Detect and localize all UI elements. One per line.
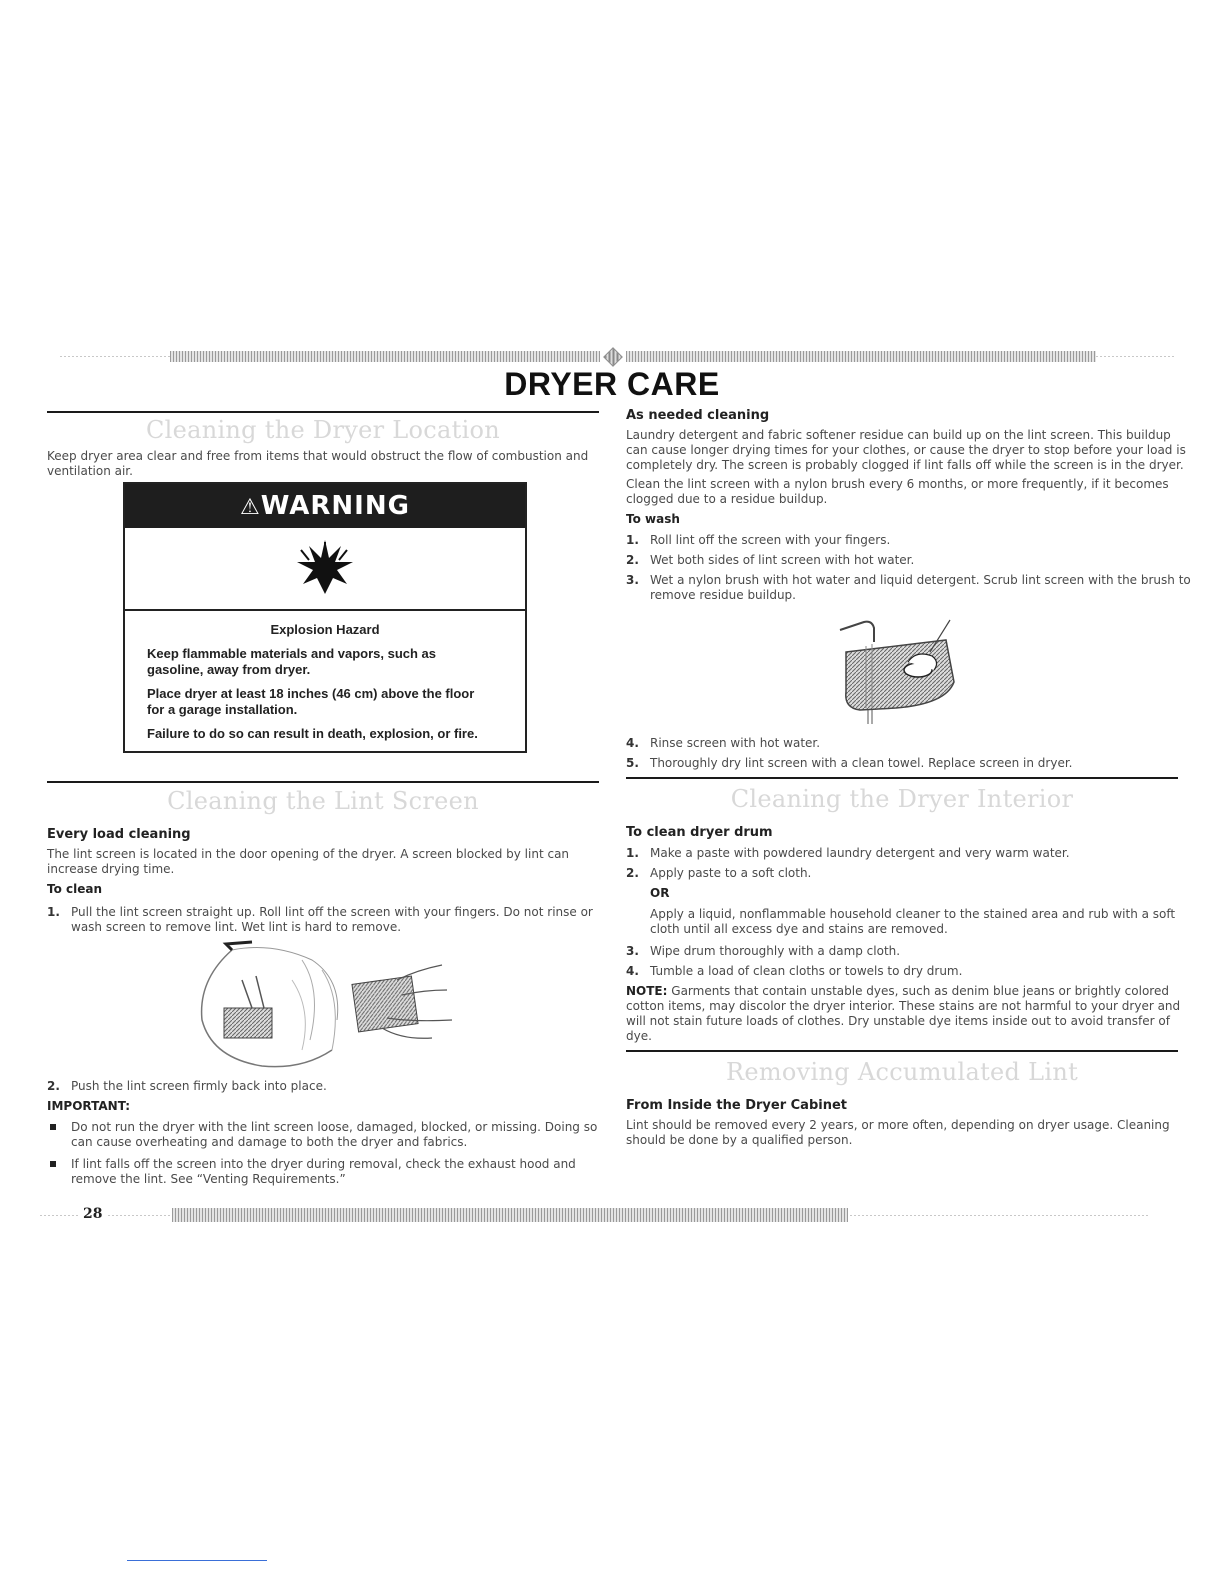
wash-step-1-num: 1. [626,533,639,547]
note-first: Garments that contain unstable dyes, such as denim blue jeans or brightly colored [671,984,1169,998]
warning-line-1b: gasoline, away from dryer. [147,662,311,677]
warning-divider [125,609,525,611]
wash-step-1: Roll lint off the screen with your fingers. [650,533,891,547]
wash-step-2-num: 2. [626,553,639,567]
warning-hazard-title: Explosion Hazard [270,622,380,637]
header-fade-right [1096,356,1176,357]
subhead-every-load: Every load cleaning [47,827,191,842]
location-intro-line-1: Keep dryer area clear and free from items that would obstruct the flow of combustion and [47,449,589,463]
subhead-to-wash: To wash [626,512,680,526]
drum-step-3: Wipe drum thoroughly with a damp cloth. [650,944,901,958]
drum-step-4-num: 4. [626,964,639,978]
lint-step-1-line-2: wash screen to remove lint. Wet lint is hard to remove. [71,920,402,934]
lint-step-2: Push the lint screen firmly back into place. [71,1079,327,1093]
subhead-cabinet: From Inside the Dryer Cabinet [626,1098,847,1113]
bottom-link-underline [127,1560,267,1561]
footer-fade-left [40,1215,80,1216]
wash-step-4: Rinse screen with hot water. [650,736,821,750]
lint-step-2-num: 2. [47,1079,60,1093]
every-load-line-1: The lint screen is located in the door opening of the dryer. A screen blocked by lint can [47,847,570,861]
note-line-3: will not stain future loads of clothes. Dry unstable dye items inside out to avoid transfer of [626,1014,1170,1028]
heading-dryer-interior: Cleaning the Dryer Interior [730,785,1074,813]
header-bar-left [170,351,600,362]
header-bar-right [626,351,1096,362]
rule-interior [626,777,1178,779]
as-needed-p2-line-2: clogged due to a residue buildup. [626,492,828,506]
lint-screen-removal-illustration [192,940,462,1070]
drum-step-2-num: 2. [626,866,639,880]
header-diamond-icon [603,347,623,367]
wash-step-3-line-1: Wet a nylon brush with hot water and liquid detergent. Scrub lint screen with the brush to [650,573,1191,587]
important-bullet-2-line-1: If lint falls off the screen into the dryer during removal, check the exhaust hood and [71,1157,576,1171]
subhead-important: IMPORTANT: [47,1099,131,1113]
page-title: DRYER CARE [504,366,720,402]
wash-step-2: Wet both sides of lint screen with hot water. [650,553,915,567]
as-needed-p1-line-3: completely dry. The screen is probably clogged if lint falls off while the screen is in the dryer. [626,458,1184,472]
warning-triangle-icon: ⚠ [240,495,261,520]
heading-dryer-location: Cleaning the Dryer Location [145,416,501,444]
lint-step-1-line-1: Pull the lint screen straight up. Roll lint off the screen with your fingers. Do not rinse or [71,905,593,919]
every-load-line-2: increase drying time. [47,862,175,876]
rule-accumulated [626,1050,1178,1052]
drum-step-3-num: 3. [626,944,639,958]
wash-step-4-num: 4. [626,736,639,750]
wash-step-3-num: 3. [626,573,639,587]
as-needed-p1-line-2: can cause longer drying times for your clothes, or cause the dryer to stop before your load is [626,443,1186,457]
warning-line-1a: Keep flammable materials and vapors, such as [147,646,437,661]
drum-or-line-1: Apply a liquid, nonflammable household cleaner to the stained area and rub with a soft [650,907,1176,921]
warning-header [125,484,525,528]
subhead-as-needed: As needed cleaning [626,408,770,423]
warning-line-3: Failure to do so can result in death, explosion, or fire. [147,726,478,741]
note-line-4: dye. [626,1029,652,1043]
bullet-1-icon [50,1124,56,1130]
subhead-clean-drum: To clean dryer drum [626,825,773,840]
warning-box [123,482,527,753]
drum-or-line-2: cloth until all excess dye and stains are removed. [650,922,948,936]
important-bullet-2-line-2: remove the lint. See “Venting Requirements.” [71,1172,346,1186]
heading-accumulated-lint: Removing Accumulated Lint [725,1058,1079,1086]
note-line-2: cotton items, may discolor the dryer interior. These stains are not harmful to your dryer and [626,999,1181,1013]
note-label: NOTE: [626,984,668,998]
bullet-2-icon [50,1161,56,1167]
lint-screen-brushing-illustration [836,612,966,728]
explosion-hazard-icon [295,540,355,596]
as-needed-p1-line-1: Laundry detergent and fabric softener residue can build up on the lint screen. This buildup [626,428,1171,442]
drum-step-4: Tumble a load of clean cloths or towels to dry drum. [650,964,963,978]
wash-step-5-num: 5. [626,756,639,770]
drum-step-2: Apply paste to a soft cloth. [650,866,812,880]
cabinet-line-2: should be done by a qualified person. [626,1133,853,1147]
header-fade-left [60,356,170,357]
important-bullet-1-line-1: Do not run the dryer with the lint screen loose, damaged, blocked, or missing. Doing so [71,1120,598,1134]
drum-or: OR [650,886,670,900]
footer-fade-mid [108,1215,170,1216]
wash-step-5: Thoroughly dry lint screen with a clean towel. Replace screen in dryer. [650,756,1073,770]
page-number: 28 [83,1206,103,1222]
footer-bar [172,1208,848,1222]
rule-lint [47,781,599,783]
cabinet-line-1: Lint should be removed every 2 years, or more often, depending on dryer usage. Cleaning [626,1118,1170,1132]
heading-lint-screen: Cleaning the Lint Screen [167,787,479,815]
location-intro-line-2: ventilation air. [47,464,133,478]
important-bullet-1-line-2: can cause overheating and damage to both the dryer and fabrics. [71,1135,468,1149]
rule-location [47,411,599,413]
warning-line-2b: for a garage installation. [147,702,298,717]
note-line-1 [626,984,1169,999]
wash-step-3-line-2: remove residue buildup. [650,588,796,602]
warning-label: WARNING [260,491,410,521]
lint-step-1-num: 1. [47,905,60,919]
warning-line-2a: Place dryer at least 18 inches (46 cm) above the floor [147,686,475,701]
drum-step-1-num: 1. [626,846,639,860]
as-needed-p2-line-1: Clean the lint screen with a nylon brush every 6 months, or more frequently, if it becomes [626,477,1169,491]
footer-fade-right [850,1215,1150,1216]
drum-step-1: Make a paste with powdered laundry detergent and very warm water. [650,846,1070,860]
subhead-to-clean: To clean [47,882,103,896]
